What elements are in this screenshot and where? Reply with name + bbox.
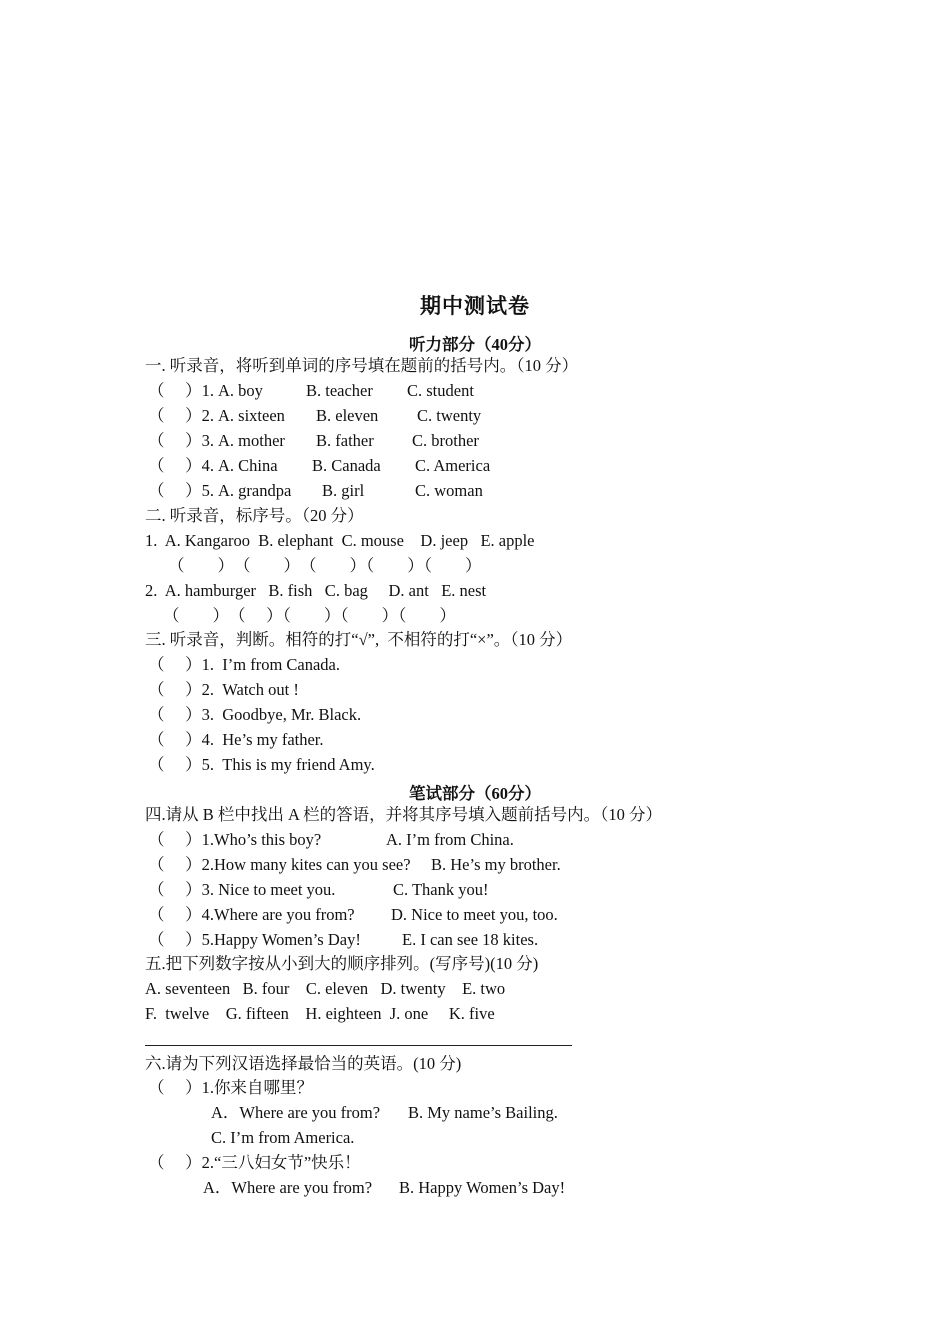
match-answer: D. Nice to meet you, too.	[391, 905, 558, 924]
match-answer: C. Thank you!	[393, 880, 489, 899]
match-question: （ ）5.Happy Women’s Day!	[148, 930, 361, 949]
section-2-heading: 二. 听录音，标序号。（20 分）	[145, 506, 364, 525]
question-paren: （ ）3.	[148, 431, 214, 450]
judge-item: （ ）5. This is my friend Amy.	[148, 755, 375, 774]
option-b: B. Canada	[312, 456, 381, 475]
number-words-line-2: F. twelve G. fifteen H. eighteen J. one K. five	[145, 1004, 495, 1023]
option-a: A. sixteen	[218, 406, 285, 425]
listen-item-1: 1. A. Kangaroo B. elephant C. mouse D. jeep E. apple	[145, 531, 535, 550]
option-b: B. girl	[322, 481, 365, 500]
option-b: B. eleven	[316, 406, 379, 425]
option-c: C. woman	[415, 481, 483, 500]
listen-item-2: 2. A. hamburger B. fish C. bag D. ant E. nest	[145, 581, 487, 600]
judge-item: （ ）2. Watch out !	[148, 680, 299, 699]
choice-question-1: （ ）1.你来自哪里？	[148, 1078, 313, 1097]
section-1-heading: 一. 听录音，将听到单词的序号填在题前的括号内。（10 分）	[145, 356, 579, 375]
option-c: C. student	[407, 381, 474, 400]
option-b: B. father	[316, 431, 374, 450]
writing-section-heading: 笔试部分（60分）	[409, 784, 541, 803]
answer-blanks-2: （ ） （ ）（ ）（ ）（ ）	[163, 606, 456, 625]
section-3-heading: 三. 听录音，判断。相符的打“√”, 不相符的打“×”。（10 分）	[145, 630, 573, 649]
section-6-heading: 六.请为下列汉语选择最恰当的英语。(10 分)	[145, 1054, 462, 1073]
choice-question-2: （ ）2.“三八妇女节”快乐！	[148, 1153, 361, 1172]
option-a: A. boy	[218, 381, 263, 400]
option-a: A. grandpa	[218, 481, 292, 500]
answer-underline	[145, 1045, 572, 1046]
judge-item: （ ）4. He’s my father.	[148, 730, 324, 749]
section-5-heading: 五.把下列数字按从小到大的顺序排列。(写序号)(10 分)	[145, 954, 539, 973]
option-b: B. teacher	[306, 381, 373, 400]
question-paren: （ ）4.	[148, 456, 214, 475]
option-c: C. twenty	[417, 406, 482, 425]
section-4-heading: 四.请从 B 栏中找出 A 栏的答语，并将其序号填入题前括号内。（10 分）	[145, 805, 663, 824]
option-a: A. mother	[218, 431, 285, 450]
page-title: 期中测试卷	[420, 294, 530, 318]
judge-item: （ ）1. I’m from Canada.	[148, 655, 340, 674]
choice-option-b: B. My name’s Bailing.	[408, 1103, 558, 1122]
option-c: C. America	[415, 456, 491, 475]
match-answer: B. He’s my brother.	[431, 855, 561, 874]
question-paren: （ ）2.	[148, 406, 214, 425]
choice-option-a: A．Where are you from?	[203, 1178, 373, 1197]
choice-option-a: A．Where are you from?	[211, 1103, 381, 1122]
answer-blanks-1: （ ） （ ） （ ）（ ）（ ）	[168, 556, 482, 575]
match-answer: A. I’m from China.	[386, 830, 514, 849]
match-answer: E. I can see 18 kites.	[402, 930, 539, 949]
option-a: A. China	[218, 456, 278, 475]
choice-option-b: B. Happy Women’s Day!	[399, 1178, 566, 1197]
question-paren: （ ）1.	[148, 381, 214, 400]
number-words-line-1: A. seventeen B. four C. eleven D. twenty E. two	[145, 979, 506, 998]
question-paren: （ ）5.	[148, 481, 214, 500]
listening-section-heading: 听力部分（40分）	[409, 335, 541, 354]
choice-option-c: C. I’m from America.	[211, 1128, 355, 1147]
match-question: （ ）1.Who’s this boy?	[148, 830, 322, 849]
match-question: （ ）4.Where are you from?	[148, 905, 355, 924]
option-c: C. brother	[412, 431, 479, 450]
match-question: （ ）3. Nice to meet you.	[148, 880, 336, 899]
judge-item: （ ）3. Goodbye, Mr. Black.	[148, 705, 362, 724]
match-question: （ ）2.How many kites can you see?	[148, 855, 411, 874]
